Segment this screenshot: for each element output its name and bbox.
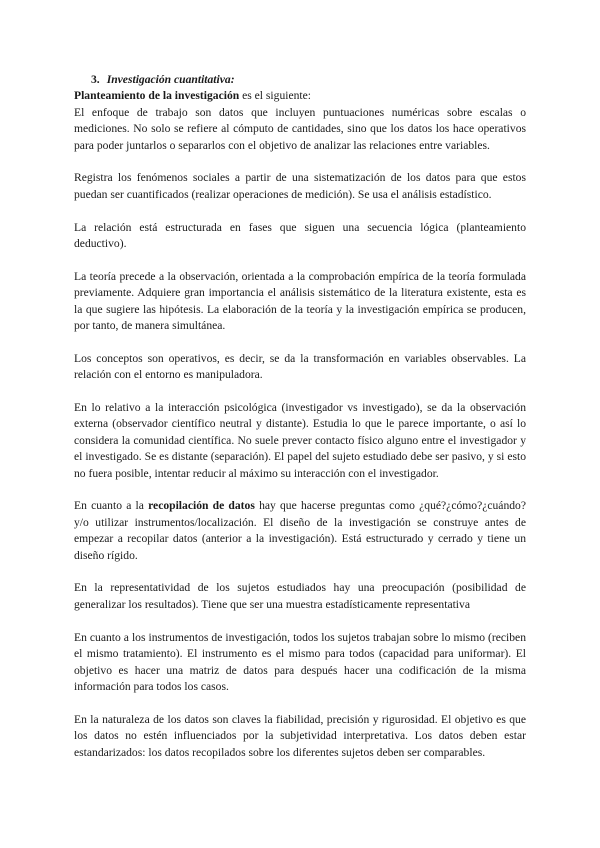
section-number: 3. [91, 73, 100, 86]
paragraph-interaccion: En lo relativo a la interacción psicológica (investigador vs investigado), se da la observación externa (observador científico neutral y distante). Estudia lo que le parece importante, o así lo considera la comunidad científica. No suele prever contacto físico alguno entre el investigador y el investigado. Se es distante (separación). El papel del sujeto estudiado debe ser pasivo, y si esto no fuera posible, intentar reducir al máximo su interacción con el investigador. [74, 401, 526, 480]
paragraph-enfoque: El enfoque de trabajo son datos que incluyen puntuaciones numéricas sobre escalas o mediciones. No solo se refiere al cómputo de cantidades, sino que los datos los hace operativos para poder juntarlos o separarlos con el objetivo de analizar las relaciones entre variables. [74, 105, 526, 152]
paragraph-conceptos: Los conceptos son operativos, es decir, se da la transformación en variables observables. La relación con el entorno es manipuladora. [74, 351, 526, 382]
paragraph-representatividad: En la representatividad de los sujetos estudiados hay una preocupación (posibilidad de generalizar los resultados). Tiene que ser una muestra estadísticamente representativa [74, 581, 526, 611]
recopilacion-bold: recopilación de datos [148, 499, 255, 513]
recopilacion-before: En cuanto a la [74, 499, 149, 513]
paragraph-relacion: La relación está estructurada en fases que siguen una secuencia lógica (planteamiento deductivo). [74, 220, 526, 251]
paragraph-instrumentos: En cuanto a los instrumentos de investigación, todos los sujetos trabajan sobre lo mismo (reciben el mismo tratamiento). El instrumento es el mismo para todos (capacidad para uniformar). El objetivo es hacer una matriz de datos para después hacer una codificación de la misma información para todos los casos. [74, 630, 526, 693]
recopilacion-after: hay que hacerse preguntas como ¿qué?¿cómo?¿cuándo? y/o utilizar instrumentos/localización. El diseño de la investigación se construye antes de empezar a recopilar datos (anterior a la investigación). Está estructurado y cerrado y tiene un diseño rígido. [74, 499, 526, 562]
subheading-bold: Planteamiento de la investigación [74, 89, 240, 103]
section-title: Investigación cuantitativa: [106, 73, 235, 86]
paragraph-teoria: La teoría precede a la observación, orientada a la comprobación empírica de la teoría formulada previamente. Adquiere gran importancia el análisis sistemático de la literatura existente, esta es la que sugiere las hipótesis. La elaboración de la teoría y la investigación empírica se producen, por tanto, de manera simultánea. [74, 269, 526, 333]
subheading [74, 88, 526, 104]
paragraph-recopilacion [74, 498, 526, 564]
paragraph-naturaleza: En la naturaleza de los datos son claves la fiabilidad, precisión y rigurosidad. El objetivo es que los datos no estén influenciados por la subjetividad interpretativa. Los datos deben estar estandarizados: los datos recopilados sobre los diferentes sujetos deben ser comparables. [74, 712, 526, 759]
paragraph-registra: Registra los fenómenos sociales a partir de una sistematización de los datos para que estos puedan ser cuantificados (realizar operaciones de medición). Se usa el análisis estadístico. [74, 171, 526, 201]
section-heading [91, 72, 526, 88]
document-page [74, 72, 526, 777]
subheading-rest: es el siguiente: [239, 89, 312, 103]
